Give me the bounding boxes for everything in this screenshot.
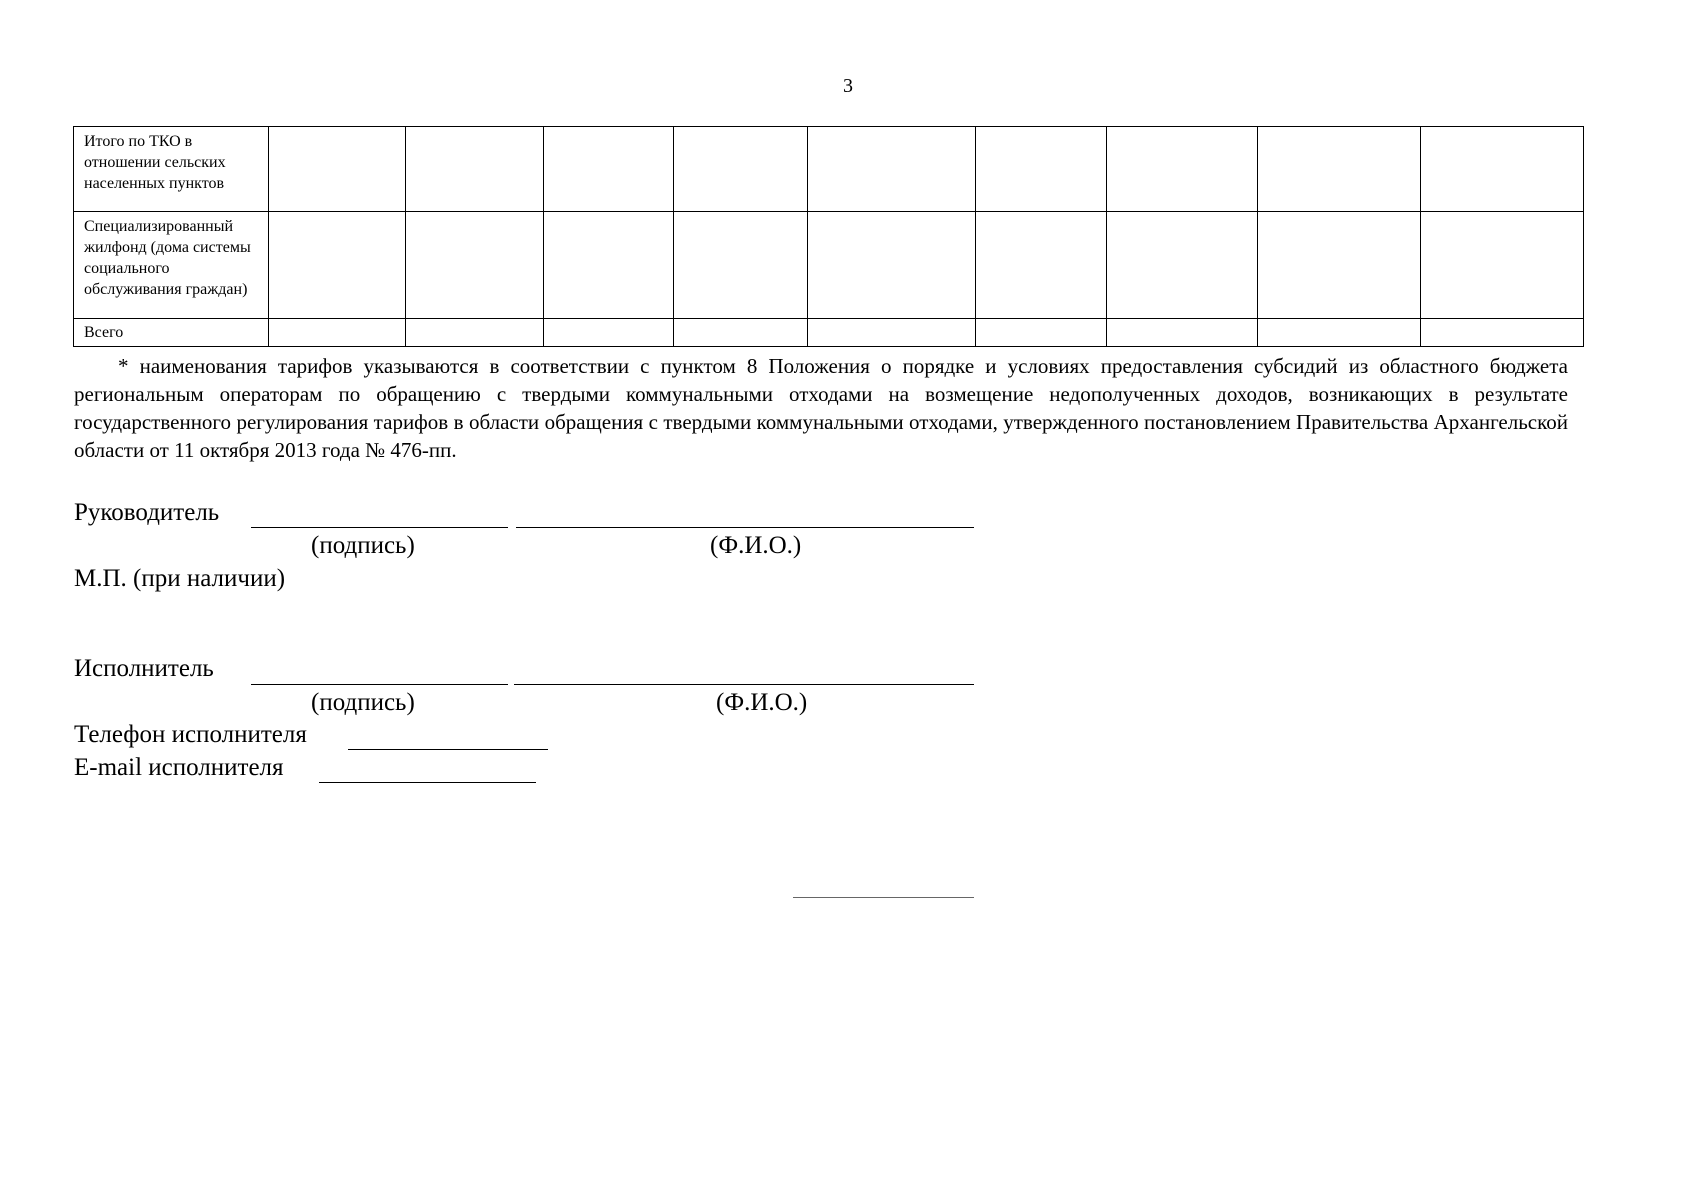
end-rule [793, 897, 974, 898]
table-cell [406, 319, 544, 347]
executor-name-caption: (Ф.И.О.) [716, 689, 808, 716]
table-cell [269, 127, 406, 212]
row-label: Специализированный жилфонд (дома системы социального обслуживания граждан) [74, 212, 269, 319]
table-cell [406, 212, 544, 319]
table-cell [269, 319, 406, 347]
table-cell [544, 319, 674, 347]
row-label: Итого по ТКО в отношении сельских населенных пунктов [74, 127, 269, 212]
phone-line[interactable] [348, 749, 548, 750]
table-cell [674, 319, 808, 347]
table-cell [1107, 127, 1258, 212]
table-cell [544, 127, 674, 212]
table-cell [808, 319, 976, 347]
row-label: Всего [74, 319, 269, 347]
table-cell [674, 127, 808, 212]
head-signature-caption: (подпись) [311, 532, 415, 559]
table-cell [269, 212, 406, 319]
executor-label: Исполнитель [74, 655, 214, 682]
table-cell [406, 127, 544, 212]
table-cell [1107, 212, 1258, 319]
phone-label: Телефон исполнителя [74, 721, 307, 748]
table-cell [1258, 319, 1421, 347]
footnote: * наименования тарифов указываются в соответствии с пунктом 8 Положения о порядке и условиях предоставления субсидий из областного бюджета региональным операторам по обращению с твердыми коммунальными отходами на возмещение недополученных доходов, возникающих в результате государственного регулирования тарифов в области обращения с твердыми коммунальными отходами, утвержденного постановлением Правительства Архангельской области от 11 октября 2013 года № 476-пп. [74, 354, 1568, 462]
table-cell [674, 212, 808, 319]
table-cell [1107, 319, 1258, 347]
table-cell [976, 319, 1107, 347]
table-cell [808, 127, 976, 212]
page-number: 3 [843, 75, 853, 97]
head-name-caption: (Ф.И.О.) [710, 532, 802, 559]
tariff-table [73, 126, 1584, 347]
table-cell [544, 212, 674, 319]
table-cell [976, 212, 1107, 319]
seal-note: М.П. (при наличии) [74, 565, 286, 592]
table-cell [1421, 127, 1584, 212]
executor-signature-line[interactable] [251, 684, 508, 685]
head-label: Руководитель [74, 499, 220, 526]
executor-name-line[interactable] [514, 684, 974, 685]
table-cell [1421, 319, 1584, 347]
table-cell [1258, 212, 1421, 319]
table-cell [1258, 127, 1421, 212]
table-cell [1421, 212, 1584, 319]
table-row [74, 212, 1584, 319]
email-line[interactable] [319, 782, 536, 783]
table-cell [976, 127, 1107, 212]
table-row [74, 319, 1584, 347]
email-label: E-mail исполнителя [74, 754, 284, 781]
executor-signature-caption: (подпись) [311, 689, 415, 716]
table-cell [808, 212, 976, 319]
table-row [74, 127, 1584, 212]
head-signature-line[interactable] [251, 527, 508, 528]
head-name-line[interactable] [516, 527, 974, 528]
